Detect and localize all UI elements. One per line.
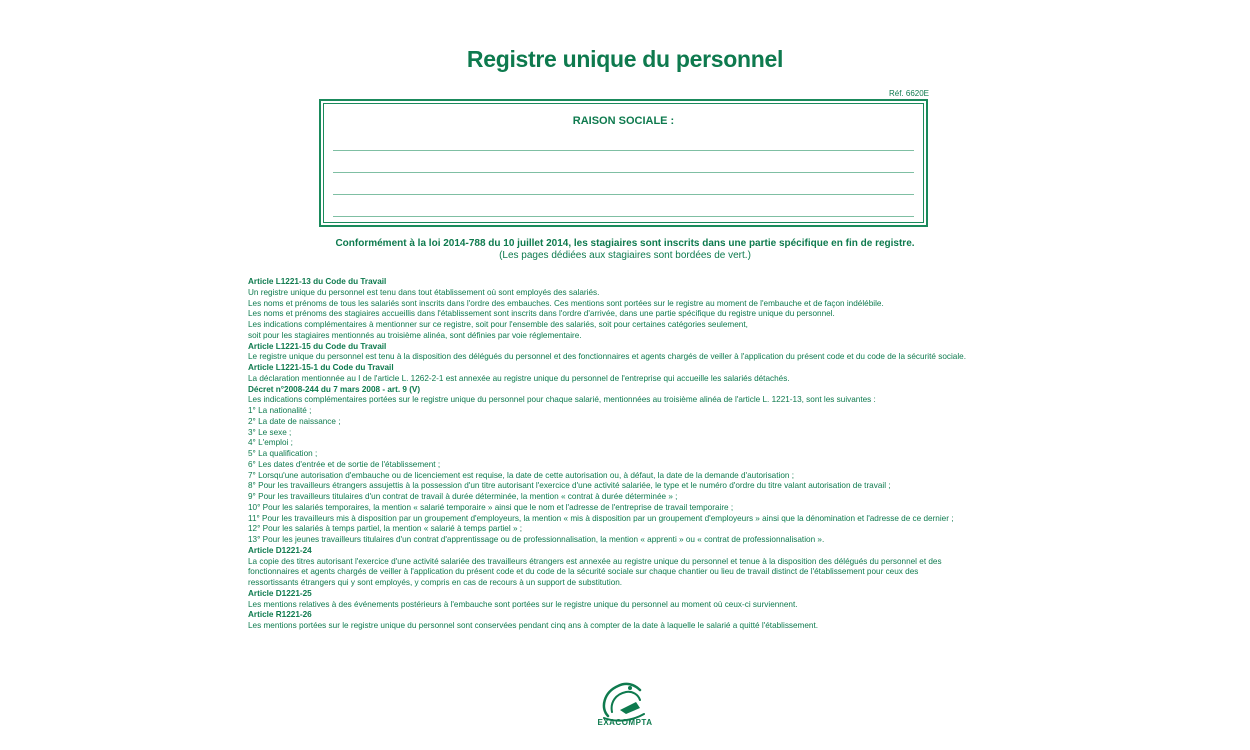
- legal-articles: [248, 277, 1008, 632]
- article-text-line: 9° Pour les travailleurs titulaires d'un contrat de travail à durée déterminée, la mention « contrat à durée déterminée » ;: [248, 492, 678, 501]
- stagiaires-notice: [0, 238, 1250, 262]
- article-text-line: 8° Pour les travailleurs étrangers assujettis à la possession d'un titre autorisant l'exercice d'une activité salariée, le type et le numéro d'ordre du titre valant autorisation de travail ;: [248, 481, 891, 491]
- article-text-line: Les mentions relatives à des événements postérieurs à l'embauche sont portées sur le registre unique du personnel au moment où ceux-ci surviennent.: [248, 599, 798, 609]
- article-text-line: 5° La qualification ;: [248, 449, 318, 458]
- article-heading: Article D1221-25: [248, 588, 312, 598]
- article-text-line: Un registre unique du personnel est tenu dans tout établissement où sont employés des salariés.: [248, 287, 600, 297]
- raison-sociale-line-1[interactable]: [333, 150, 914, 151]
- raison-sociale-label: RAISON SOCIALE :: [572, 115, 675, 127]
- article-text-line: 4° L'emploi ;: [248, 438, 293, 448]
- article-text-line: 3° Le sexe ;: [248, 427, 292, 437]
- article-heading: Article D1221-24: [248, 545, 312, 555]
- raison-sociale-box: [319, 99, 928, 227]
- article-text-line: ressortissants étrangers qui y sont employés, y compris en cas de recours à un support de substitution.: [248, 578, 623, 587]
- article-text-line: Les noms et prénoms des stagiaires accueillis dans l'établissement sont inscrits dans l'ordre d'arrivée, dans une partie spécifique du registre unique du personnel.: [248, 309, 835, 319]
- article-text-line: 11° Pour les travailleurs mis à disposition par un groupement d'employeurs, la mention « mis à disposition par un groupement d'employeurs » ainsi que la dénomination et l'adresse de ce dernier ;: [248, 513, 954, 523]
- article-text-line: La copie des titres autorisant l'exercice d'une activité salariée des travailleurs étrangers est annexée au registre unique du personnel et tenue à la disposition des délégués du personnel et des: [248, 556, 942, 566]
- raison-sociale-line-4[interactable]: [333, 216, 914, 217]
- page-title: Registre unique du personnel: [466, 46, 784, 72]
- article-text-line: La déclaration mentionnée au I de l'article L. 1262-2-1 est annexée au registre unique du personnel de l'entreprise qui accueille les salariés détachés.: [248, 373, 790, 383]
- article-text-line: 2° La date de naissance ;: [248, 416, 341, 426]
- article-heading: Article L1221-15-1 du Code du Travail: [248, 363, 394, 372]
- article-heading: Décret n°2008-244 du 7 mars 2008 - art. 9 (V): [248, 384, 421, 394]
- raison-sociale-line-3[interactable]: [333, 194, 914, 195]
- article-text-line: fonctionnaires et agents chargés de veiller à l'application du présent code et du code de la sécurité sociale sur chaque chantier ou lieu de travail distinct de l'établissement pour ceux des: [248, 567, 919, 577]
- notice-line-1: Conformément à la loi 2014-788 du 10 juillet 2014, les stagiaires sont inscrits dans une partie spécifique en fin de registre.: [335, 238, 915, 249]
- article-text-line: Le registre unique du personnel est tenu à la disposition des délégués du personnel et des fonctionnaires et agents chargés de veiller à l'application du présent code et du code de la sécurité sociale.: [248, 352, 966, 362]
- article-heading: Article L1221-13 du Code du Travail: [248, 277, 387, 286]
- article-text-line: Les noms et prénoms de tous les salariés sont inscrits dans l'ordre des embauches. Ces mentions sont portées sur le registre au moment de l'embauche et de façon indélébile.: [248, 298, 884, 308]
- article-text-line: 13° Pour les jeunes travailleurs titulaires d'un contrat d'apprentissage ou de professionnalisation, la mention « apprenti » ou « contrat de professionnalisation ».: [248, 535, 825, 544]
- raison-sociale-line-2[interactable]: [333, 172, 914, 173]
- article-text-line: soit pour les stagiaires mentionnés au troisième alinéa, sont définies par voie réglementaire.: [248, 330, 582, 340]
- brand-name: EXACOMPTA: [597, 718, 653, 727]
- article-text-line: Les indications complémentaires portées sur le registre unique du personnel pour chaque salarié, mentionnées au troisième alinéa de l'article L. 1221-13, sont les suivantes :: [248, 395, 876, 405]
- article-text-line: 6° Les dates d'entrée et de sortie de l'établissement ;: [248, 459, 441, 469]
- notice-line-2: (Les pages dédiées aux stagiaires sont bordées de vert.): [499, 250, 751, 261]
- raison-sociale-inner-frame: [323, 103, 924, 223]
- article-text-line: Les indications complémentaires à mentionner sur ce registre, soit pour l'ensemble des salariés, soit pour certaines catégories seulement,: [248, 320, 748, 329]
- article-heading: Article R1221-26: [248, 610, 312, 620]
- article-text-line: Les mentions portées sur le registre unique du personnel sont conservées pendant cinq ans à compter de la date à laquelle le salarié a quitté l'établissement.: [248, 621, 819, 630]
- article-text-line: 12° Pour les salariés à temps partiel, la mention « salarié à temps partiel » ;: [248, 524, 523, 534]
- article-text-line: 10° Pour les salariés temporaires, la mention « salarié temporaire » ainsi que le nom et l'adresse de l'entreprise de travail temporaire ;: [248, 502, 734, 512]
- article-text-line: 7° Lorsqu'une autorisation d'embauche ou de licenciement est requise, la date de cette autorisation ou, à défaut, la date de la demande d'autorisation ;: [248, 470, 794, 480]
- article-heading: Article L1221-15 du Code du Travail: [248, 341, 387, 351]
- reference-number: Réf. 6620E: [888, 89, 929, 98]
- article-text-line: 1° La nationalité ;: [248, 406, 312, 415]
